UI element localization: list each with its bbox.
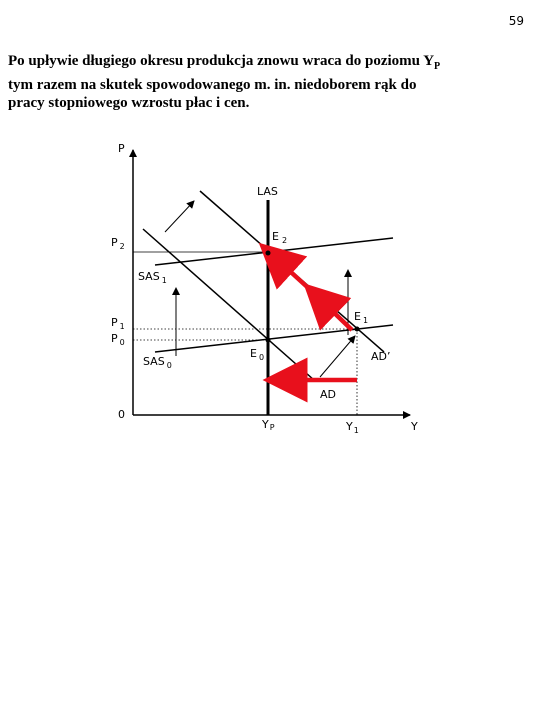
- e0-letter: E: [250, 347, 257, 360]
- sas1-text: SAS: [138, 270, 160, 283]
- e0-point: [266, 338, 271, 343]
- e1-letter: E: [354, 310, 361, 323]
- y1-letter: Y: [346, 420, 353, 433]
- e1-subscript: 1: [362, 316, 369, 325]
- ad-prime-label: AD’: [371, 350, 391, 363]
- e1-point: [355, 327, 360, 332]
- y1-label: [345, 420, 359, 435]
- p1-letter: P: [111, 316, 118, 329]
- page-number: 59: [508, 14, 524, 28]
- las-label: LAS: [257, 185, 278, 198]
- sas0-text: SAS: [143, 355, 165, 368]
- yp-label: [261, 418, 275, 432]
- y1-subscript: 1: [353, 426, 359, 435]
- ad-label: AD: [320, 388, 336, 401]
- heading-line-1: Po upływie długiego okresu produkcja znowu wraca do poziomu Y: [8, 53, 435, 69]
- origin-label: 0: [118, 408, 125, 421]
- sas0-subscript: 0: [166, 361, 172, 370]
- heading-line-1-subscript: P: [434, 61, 441, 72]
- e0-subscript: 0: [258, 353, 265, 362]
- y-axis-label: P: [118, 142, 125, 155]
- e2-label: [272, 230, 287, 245]
- sas1-label: [138, 270, 167, 285]
- x-axis-label: Y: [411, 420, 418, 433]
- p2-subscript: 2: [119, 242, 125, 251]
- p0-subscript: 0: [119, 338, 125, 347]
- p2-letter: P: [111, 236, 118, 249]
- sas1-subscript: 1: [161, 276, 167, 285]
- e2-subscript: 2: [281, 236, 288, 245]
- heading-line-3: pracy stopniowego wzrostu płac i cen.: [8, 95, 250, 111]
- e1-label: [354, 310, 368, 325]
- red-arrow-middle-to-e2: [282, 264, 316, 295]
- p1-label: [111, 316, 125, 331]
- yp-letter: Y: [262, 418, 269, 431]
- heading-line-2: tym razem na skutek spowodowanego m. in. niedoborem rąk do: [8, 77, 417, 93]
- e0-label: [250, 347, 264, 362]
- p1-subscript: 1: [119, 322, 125, 331]
- sas0-label: [143, 355, 172, 370]
- e2-letter: E: [272, 230, 279, 243]
- ad-shift-arrow-lower: [320, 336, 355, 377]
- ad-shift-arrow-upper: [165, 201, 194, 232]
- e2-point: [266, 251, 271, 256]
- p0-label: [111, 332, 125, 347]
- yp-subscript: P: [269, 423, 275, 432]
- p0-letter: P: [111, 332, 118, 345]
- p2-label: [111, 236, 125, 251]
